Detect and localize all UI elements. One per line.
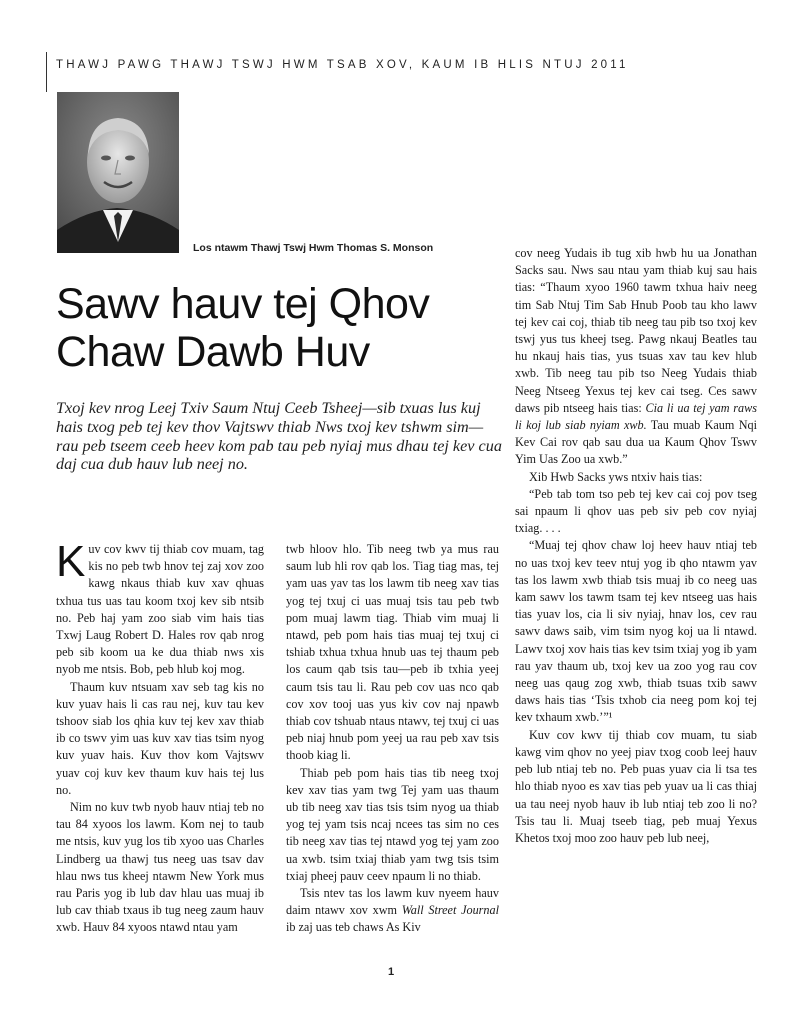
paragraph <box>56 537 264 679</box>
running-head: THAWJ PAWG THAWJ TSWJ HWM TSAB XOV, KAUM IB HLIS NTUJ 2011 <box>56 59 629 71</box>
article-deck: Txoj kev nrog Leej Txiv Saum Ntuj Ceeb Tsheej—sib txuas lus kuj hais txog peb tej kev thov Vajtswv thiab Nws txoj kev tshwm sim—rau peb tseem ceeb heev kom pab tau peb nyiaj mus dhau tej kev cua daj cua dub hauv lub neej no. <box>56 399 502 474</box>
paragraph: Thaum kuv ntsuam xav seb tag kis no kuv yuav hais li cas rau nej, kuv tau kev tshoov siab los qhia kuv tej kev xav thiab ib co tswv yim uas kuv xav tias tsim nyog kuv yuav hais. Kuv thov kom Vajtswv yuav coj kuv kev thaum kuv hais tej lus no. <box>56 679 264 797</box>
article-title <box>56 280 429 376</box>
paragraph: Xib Hwb Sacks yws ntxiv hais tias: <box>529 469 703 484</box>
paragraph-text: uv cov kwv tij thiab cov muam, tag kis no peb twb hnov tej zaj xov zoo kawg nkaus thiab kuv xav qhuas txhua tus uas tau koom txoj kev sib ntsib no. Peb haj yam zoo siab vim hais tias Txwj Laug Robert D. Hales rov qab nrog peb sib koom ua ke dua thiab nws xis nyob me ntsis. Bob, peb hlub koj mog. <box>56 542 264 677</box>
paragraph: Kuv cov kwv tij thiab cov muam, tu siab kawg vim qhov no yeej piav txog coob leej hauv peb lub ntiaj teb no. Peb puas yuav cia li tsa tes hlo thiab nyoo es xav tias peb yuav ua li cas thiaj ua tau neej nyob hauv ib lub ntiaj teb zoo li no? Tsis tau li. Muaj tseeb tiag, peb muaj Yexus Khetos txoj moo zoo hauv peb lub neej, <box>515 727 757 845</box>
title-line-2: Chaw Dawb Huv <box>56 328 370 376</box>
emphasized-quote: Cia li ua tej yam raws li koj lub siab nyiam xwb. <box>515 400 757 433</box>
paragraph: twb hloov hlo. Tib neeg twb ya mus rau saum lub hli rov qab los. Tiag tiag mas, tej yam uas yav tas los lawm tib neeg xav tias yog tej txuj ci uas muaj tsis tau peb twb pom muaj lawm tiag. Thiab vim muaj li ntawd, peb pom hais tias muaj tej txuj ci tshiab txhua txhua hnub uas tej thaum peb los caum qab tsis tau—peb ib txhia yeej caum tsis tau li. Rau peb cov uas nco qab cov xov tooj uas yus kiv cov naj npawb thiab cov tshuab ntaus ntawv, tej txuj ci uas peb niaj hnub pom yeej ua rau peb xav tsis thoob kiag li. <box>286 542 499 763</box>
author-portrait <box>57 92 179 253</box>
publication-name: Wall Street Journal <box>401 903 500 918</box>
header-rule <box>46 52 47 92</box>
paragraph: “Peb tab tom tso peb tej kev cai coj pov tseg sai npaum li qhov uas peb siv peb cov nyiaj txiag. . . . <box>515 486 757 536</box>
paragraph: Nim no kuv twb nyob hauv ntiaj teb no tau 84 xyoos los lawm. Kom nej to taub me ntsis, kuv yug los tib xyoo uas Charles Lindberg ua thawj tus neeg uas tsav dav hlau nws tus kheej ntawm New York mus rau Paris yog ib lub dav hlau uas muaj ib lub cav thiab txaus ib tug neeg zaum hauv xwb. Hauv 84 xyoos ntawd ntau yam <box>56 800 264 935</box>
page-number: 1 <box>388 966 395 978</box>
paragraph: cov neeg Yudais ib tug xib hwb hu ua Jonathan Sacks sau. Nws sau ntau yam thiab kuj sau hais tias: “Thaum xyoo 1960 tawm txhua haiv neeg tim Sab Ntuj Tim Sab Hnub Poob tau kho lawv tej kev cai coj, thiab tib neeg tau pib tso txoj kev tswj yus tus kheej tseg. Pawg nkauj Beatles tau hu nkauj hais tias, yus tsuas xav tau kev hlub xwb. Tib neeg tau pib tso Neeg Yudais thiab Neeg Ntseeg Yexus tej kev cai tseg. Ces sawv daws pib ntseeg hais tias: Cia li ua tej yam raws li koj lub siab nyiam xwb. Tau muab Kaum Nqi Kev Cai rov qab sau dua ua Kaum Qhov Tswv Yim Uas Zoo ua xwb.” <box>515 246 757 467</box>
text-column-2 <box>286 541 499 937</box>
paragraph: Tsis ntev tas los lawm kuv nyeem hauv daim ntawv xov xwm Wall Street Journal ib zaj uas teb chaws As Kiv <box>286 886 500 935</box>
paragraph: “Muaj tej qhov chaw loj heev hauv ntiaj teb no uas txoj kev teev ntuj yog ib qho ntawm yav tas los lawm xwb thiab tsis muaj ib co neeg uas kam sawv los tawm tsam tej kev ntseeg uas hais tias yuav los, cia li siv nyiaj, hnav los, cev rau sawv daws saib, vim tsim nyog koj ua li ntawd. Lawv txoj xov hais tias kev tsim txiaj yog ib yam rau yav thaum ub, txoj kev ua zoo yog rau cov neeg uas qaug zog xwb, thiab tsuas txib sawv daws hais tias ‘Tsis txhob cia neeg pom koj tej kev txhaum xwb.’”¹ <box>515 538 757 725</box>
title-line-1: Sawv hauv tej Qhov <box>56 280 430 328</box>
paragraph: Thiab peb pom hais tias tib neeg txoj kev xav tias yam twg Tej yam uas thaum ub tib neeg xav tias tsis tsim nyog ua thiab yog tej yam tsis ncaj ncees tas sim no ces tib neeg xav tias tej ntawd yog tej yam zoo ua xwb. tsim txiaj thiab yam twg tsis tsim txiaj pheej pauv ceev npaum li no thiab. <box>286 765 499 883</box>
photo-caption: Los ntawm Thawj Tswj Hwm Thomas S. Monson <box>193 242 434 254</box>
text-column-3 <box>515 245 757 847</box>
drop-cap: K <box>56 537 86 586</box>
text-column-1 <box>56 537 264 937</box>
